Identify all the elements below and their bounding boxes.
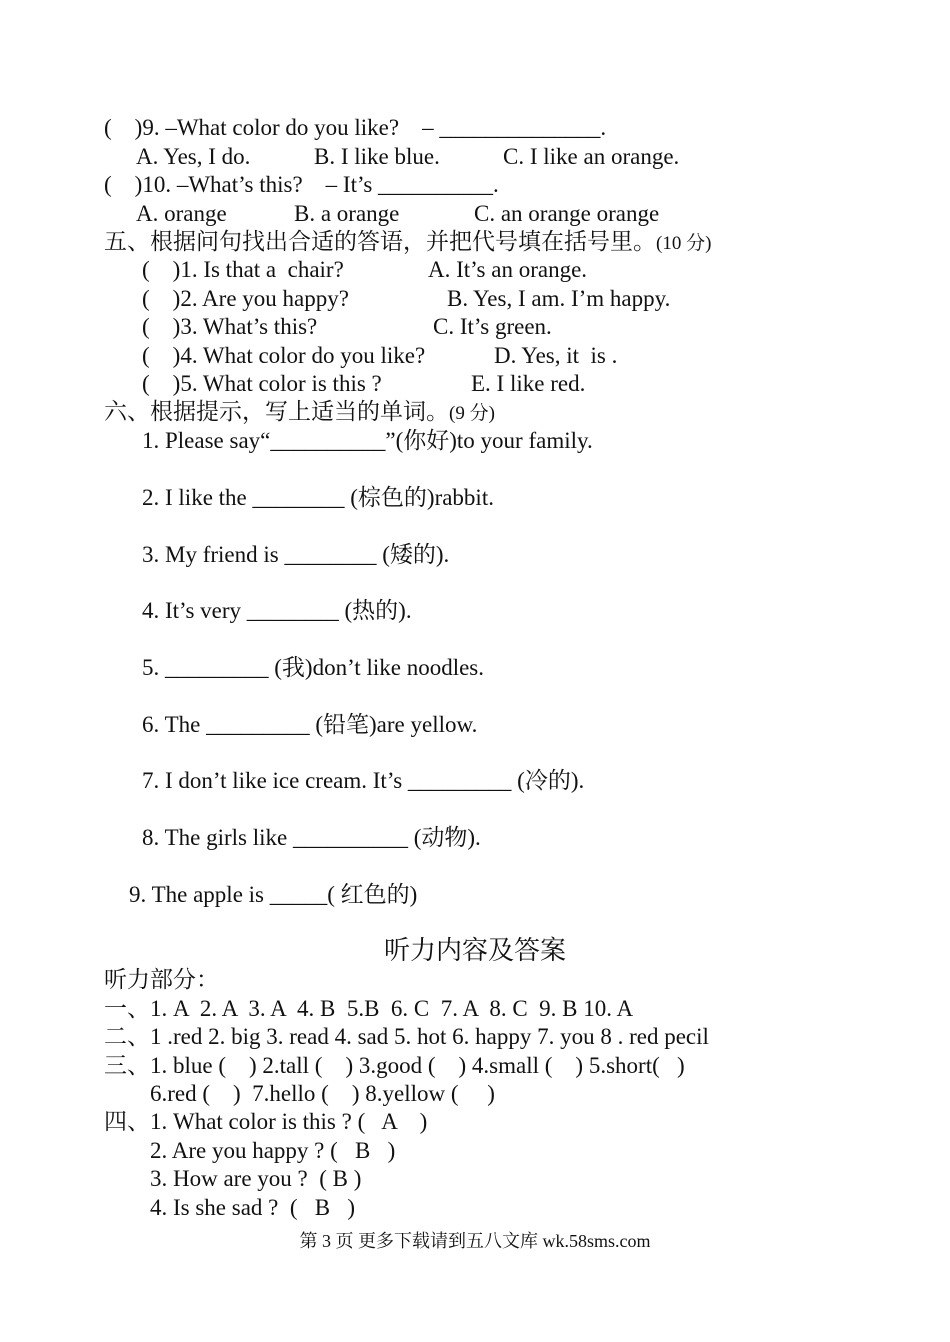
section-6-points: (9 分) (449, 403, 495, 424)
question-9-option-b: B. I like blue. (314, 144, 440, 169)
fill-item-5: 5. _________ (我)don’t like noodles. (142, 655, 484, 680)
match-answer-b: B. Yes, I am. I’m happy. (447, 286, 671, 311)
answer-line-4c: 3. How are you ? ( B ) (104, 1166, 362, 1191)
fill-item-2: 2. I like the ________ (棕色的)rabbit. (142, 485, 494, 510)
question-10-option-a: A. orange (136, 201, 227, 226)
answer-line-1: 一、1. A 2. A 3. A 4. B 5.B 6. C 7. A 8. C 9. B 10. A (104, 996, 634, 1021)
answer-line-4d: 4. Is she sad ? ( B ) (104, 1195, 356, 1220)
fill-item-4: 4. It’s very ________ (热的). (142, 598, 412, 623)
question-9-option-a: A. Yes, I do. (136, 144, 251, 169)
match-question-4: ( )4. What color do you like? (142, 343, 426, 368)
answer-line-2: 二、1 .red 2. big 3. read 4. sad 5. hot 6. happy 7. you 8 . red pecil (104, 1024, 709, 1049)
question-10-stem: ( )10. –What’s this? – It’s __________. (104, 172, 499, 197)
match-answer-d: D. Yes, it is . (494, 343, 618, 368)
fill-item-8: 8. The girls like __________ (动物). (142, 825, 481, 850)
question-10-option-c: C. an orange orange (474, 201, 660, 226)
match-answer-c: C. It’s green. (433, 314, 552, 339)
answer-line-4: 四、1. What color is this ? ( A ) (104, 1109, 428, 1134)
match-question-2: ( )2. Are you happy? (142, 286, 349, 311)
answer-line-3b: 6.red ( ) 7.hello ( ) 8.yellow ( ) (104, 1081, 495, 1106)
section-5-points: (10 分) (656, 233, 712, 254)
answers-title: 听力内容及答案 (383, 936, 566, 965)
match-answer-e: E. I like red. (471, 371, 586, 396)
section-6-heading-text: 六、根据提示，写上适当的单词。 (104, 399, 449, 424)
section-5-heading-text: 五、根据问句找出合适的答语，并把代号填在括号里。 (104, 229, 656, 254)
question-10-option-b: B. a orange (294, 201, 400, 226)
fill-item-6: 6. The _________ (铅笔)are yellow. (142, 712, 478, 737)
fill-item-3: 3. My friend is ________ (矮的). (142, 542, 450, 567)
page-footer: 第 3 页 更多下载请到五八文库 wk.58sms.com (299, 1231, 651, 1251)
section-6-heading (104, 398, 495, 428)
fill-item-7: 7. I don’t like ice cream. It’s _________ (冷的). (142, 768, 585, 793)
match-question-5: ( )5. What color is this ? (142, 371, 382, 396)
listening-intro: 听力部分： (104, 967, 219, 992)
answer-line-3: 三、1. blue ( ) 2.tall ( ) 3.good ( ) 4.small ( ) 5.short( ) (104, 1053, 685, 1078)
match-answer-a: A. It’s an orange. (428, 257, 588, 282)
fill-item-9: 9. The apple is _____( 红色的) (129, 882, 418, 907)
question-9-stem: ( )9. –What color do you like? – ______________. (104, 115, 607, 140)
fill-item-1: 1. Please say“__________”(你好)to your family. (142, 428, 593, 453)
section-5-heading (104, 228, 711, 258)
match-question-3: ( )3. What’s this? (142, 314, 318, 339)
match-question-1: ( )1. Is that a chair? (142, 257, 344, 282)
answer-line-4b: 2. Are you happy ? ( B ) (104, 1138, 396, 1163)
question-9-option-c: C. I like an orange. (503, 144, 680, 169)
